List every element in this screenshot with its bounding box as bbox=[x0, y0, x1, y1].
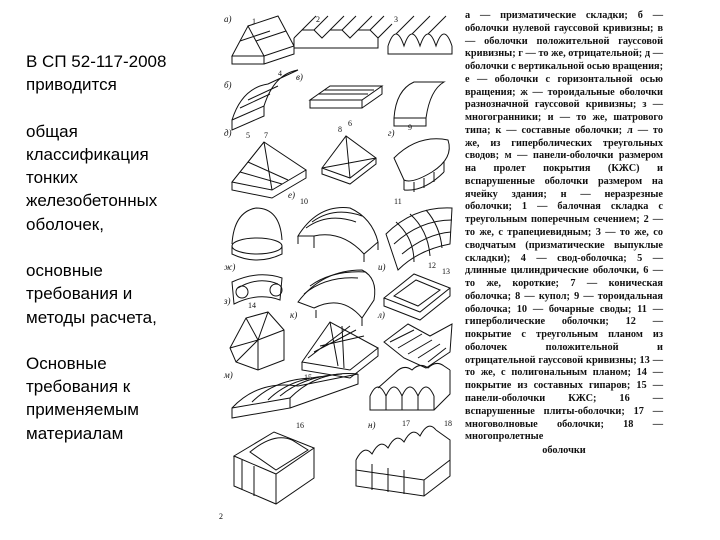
figure-number: 15 bbox=[304, 373, 312, 382]
rotation-shell-bowl bbox=[394, 139, 449, 192]
left-text-column bbox=[26, 50, 216, 468]
kzhs-panel-shells bbox=[232, 374, 358, 419]
figure-label-a: а) bbox=[224, 14, 232, 24]
hypar-triangular-plan bbox=[384, 324, 452, 368]
figure-number: 3 bbox=[394, 15, 398, 24]
figure-label-k: к) bbox=[290, 310, 298, 320]
figure-label-i: и) bbox=[378, 262, 386, 272]
figure-number: 16 bbox=[296, 421, 304, 430]
figure-number: 9 bbox=[408, 123, 412, 132]
figure-label-m: м) bbox=[224, 370, 233, 380]
dome-shell bbox=[232, 208, 282, 260]
toroidal-shell bbox=[232, 275, 282, 304]
caption-footer: оболочки bbox=[542, 445, 586, 457]
figure-number: 8 bbox=[338, 125, 342, 134]
classification-text: общая классификация тонких железобетонных оболочек, bbox=[26, 121, 158, 234]
figure-label-e: е) bbox=[288, 190, 295, 200]
intro-text: В СП 52-117-2008 приводится bbox=[26, 52, 167, 95]
folded-plate-1 bbox=[232, 16, 294, 64]
figure-caption bbox=[465, 10, 663, 458]
short-cylindrical-shell bbox=[310, 86, 382, 108]
hyperbolic-shell-grid bbox=[386, 208, 452, 270]
page-mark: 2 bbox=[219, 512, 223, 521]
requirements-methods-text: основные требования и методы расчета, bbox=[26, 260, 157, 327]
long-cylindrical-shell bbox=[232, 70, 298, 130]
multi-wave-shell-row bbox=[370, 363, 450, 410]
figure-number: 14 bbox=[248, 301, 256, 310]
hip-panel-shell bbox=[384, 274, 450, 320]
figure-number: 18 bbox=[444, 419, 452, 428]
figure-label-z: з) bbox=[224, 296, 231, 306]
figure-label-g: г) bbox=[388, 128, 395, 138]
figure-label-l: л) bbox=[378, 310, 385, 320]
figure-number: 1 bbox=[252, 17, 256, 26]
folded-plate-2 bbox=[294, 16, 392, 48]
caption-body: а — призматические складки; б — оболочки нулевой гауссовой кривизны; в — оболочки положительной гауссовой кривизны; г — то же, отрицательной; д — оболочки с вертикальной осью вращения; е — оболочки с горизонтальной осью вращения; ж — тороидальные оболочки разнозначной гауссовой кривизны; з — многогранники; и — то же, шатрового типа; к — составные оболочки; л — то же, из гиперболических треугольных сводов; м — панели-оболочки размером на пролет покрытия (КЖС) и вспарушенные оболочки размером на ячейку здания; н — неразрезные оболочки; 1 — балочная складка с треугольным поперечным сечением; 2 — то же, с трапециевидным; 3 — то же, со сводчатым (призматические выпуклые складки); 4 — свод-оболочка; 5 — длинные цилиндрические оболочки, 6 — то же, короткие; 7 — коническая оболочка; 8 — купол; 9 — тороидальная оболочка; 10 — бочарные своды; 11 — гиперболические оболочки; 12 — покрытие с треугольным планом из оболочек положительной и отрицательной гауссовой кривизны; 13 — то же, с полигональным планом; 14 — покрытие из составных гипаров; 15 — панели-оболочки КЖС; 16 — вспарушенные плиты-оболочки; 17 — многоволновые оболочки; 18 — многопролетные bbox=[465, 10, 663, 443]
multi-span-shells bbox=[356, 426, 450, 496]
barrel-vault-shells bbox=[298, 208, 378, 262]
figure-number: 4 bbox=[278, 69, 282, 78]
hypar-roof-composite bbox=[302, 322, 378, 378]
figure-number: 2 bbox=[316, 15, 320, 24]
multi-wave-vaults bbox=[298, 270, 375, 326]
pyramid-shell bbox=[322, 136, 376, 184]
figure-number: 10 bbox=[300, 197, 308, 206]
figure-number: 7 bbox=[264, 131, 268, 140]
figure-number: 6 bbox=[348, 119, 352, 128]
vaulted-panel-box bbox=[234, 432, 314, 504]
figure-number: 13 bbox=[442, 267, 450, 276]
figure-label-v: в) bbox=[296, 72, 303, 82]
figure-label-n: н) bbox=[368, 420, 376, 430]
figure-label-d: д) bbox=[224, 128, 232, 138]
polyhedral-dome bbox=[230, 312, 284, 370]
materials-requirements-text: Основные требования к применяемым материалам bbox=[26, 353, 139, 443]
figure-label-b: б) bbox=[224, 80, 232, 90]
figure-number: 12 bbox=[428, 261, 436, 270]
shell-types-figure bbox=[218, 8, 456, 528]
figure-label-zh: ж) bbox=[224, 262, 236, 272]
figure-number: 17 bbox=[402, 419, 410, 428]
figure-number: 5 bbox=[246, 131, 250, 140]
figure-number: 11 bbox=[394, 197, 402, 206]
cylindrical-vault bbox=[394, 82, 444, 126]
